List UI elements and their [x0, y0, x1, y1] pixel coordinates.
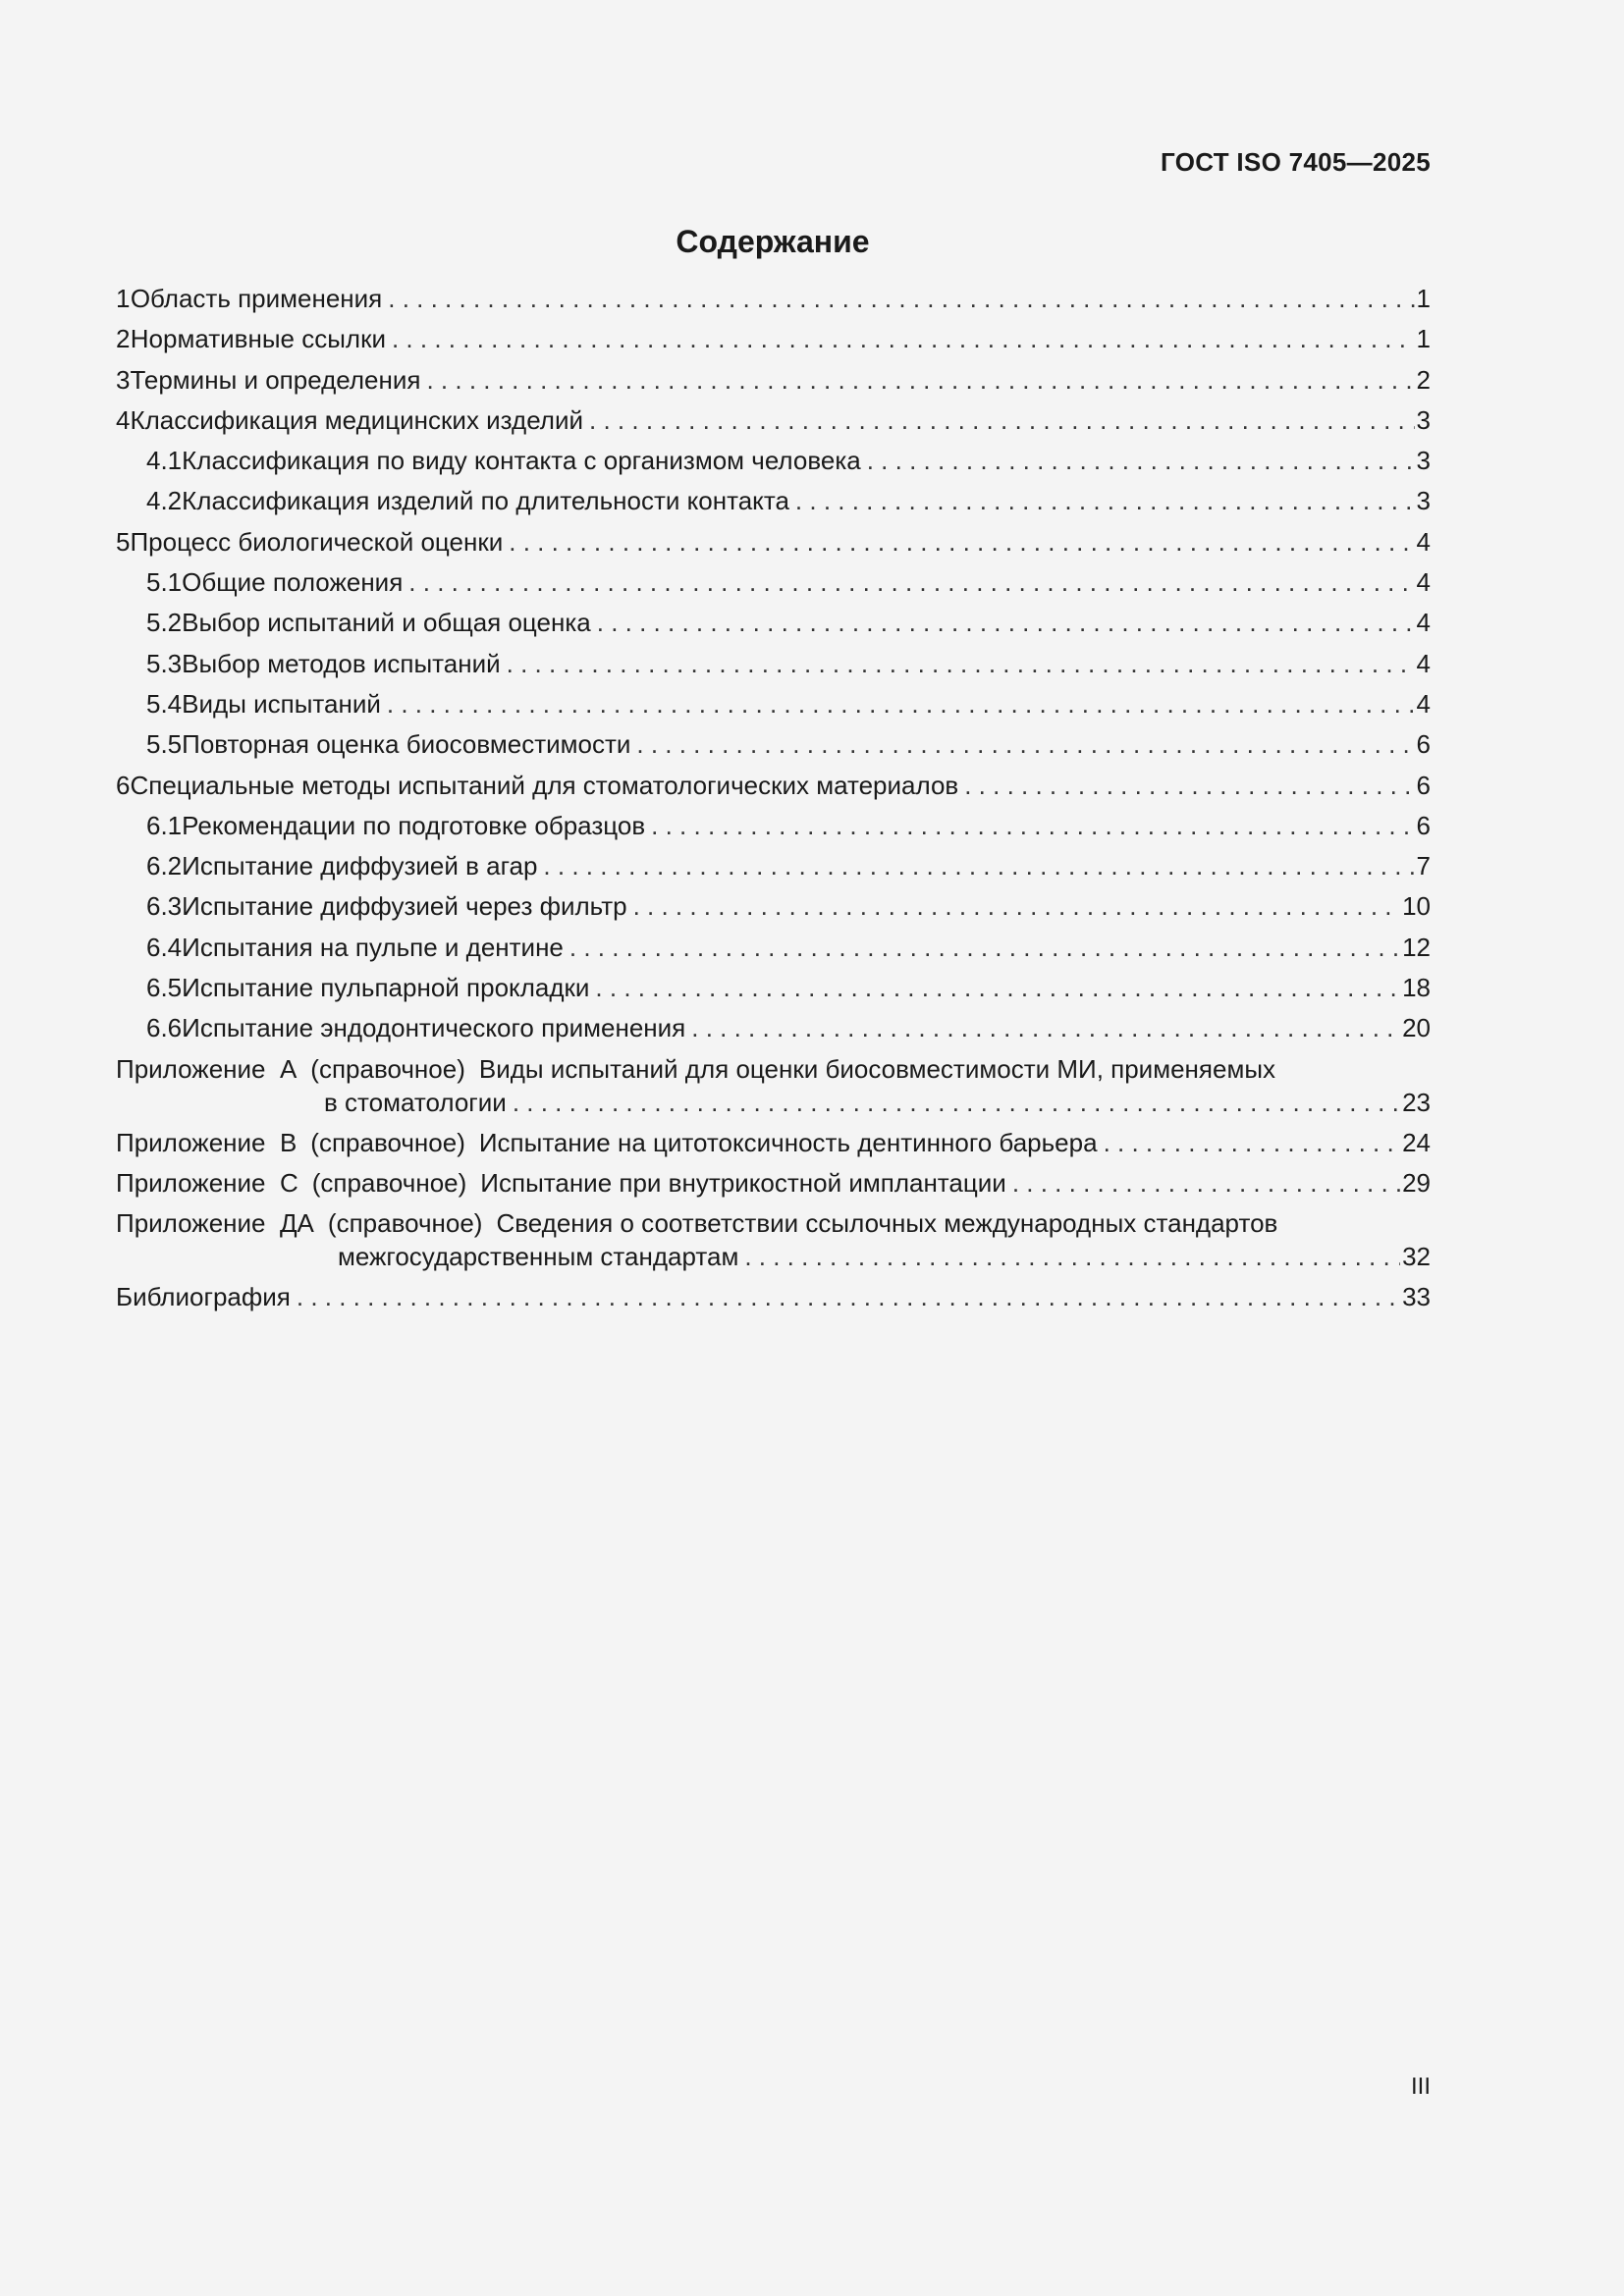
dot-leader: [388, 283, 1414, 314]
dot-leader: [633, 890, 1401, 922]
dot-leader: [408, 566, 1414, 598]
dot-leader: [867, 445, 1415, 476]
dot-leader: [387, 688, 1415, 720]
appendix-label: Приложение В: [116, 1127, 298, 1157]
toc-entry-page: 1: [1416, 284, 1431, 313]
appendix-title: Испытание на цитотоксичность дентинного барьера: [478, 1127, 1098, 1157]
dot-leader: [507, 648, 1415, 679]
toc-entry[interactable]: [116, 364, 1431, 404]
toc-entry-number: 3: [116, 364, 131, 395]
toc-subentry[interactable]: [116, 890, 1431, 931]
appendix-page: 32: [1402, 1242, 1431, 1272]
dot-leader: [691, 1012, 1400, 1043]
toc-entry-page: 4: [1416, 526, 1431, 557]
appendix-title-continued: в стоматологии: [324, 1087, 507, 1117]
toc-entry-title: Классификация по виду контакта с организмом человека: [182, 446, 861, 476]
dot-leader: [569, 932, 1400, 963]
bibliography-page: 33: [1402, 1282, 1431, 1312]
toc-entry-title: Виды испытаний: [182, 688, 381, 719]
table-of-contents: [116, 283, 1431, 1322]
toc-entry-title: Рекомендации по подготовке образцов: [182, 810, 646, 840]
toc-entry-number: 5.5: [146, 729, 183, 760]
toc-entry-title: Нормативные ссылки: [130, 324, 386, 354]
toc-entry-number: 5.1: [146, 567, 183, 598]
appendix-title: Сведения о соответствии ссылочных международных стандартов: [496, 1208, 1278, 1239]
toc-entry-number: 5.2: [146, 608, 183, 638]
appendix-type: (справочное): [310, 1053, 465, 1084]
toc-entry-title: Процесс биологической оценки: [130, 526, 504, 557]
toc-entry-number: 6.4: [146, 932, 183, 962]
appendix-label: Приложение ДА: [116, 1208, 314, 1239]
appendix-entry[interactable]: [116, 1207, 1431, 1281]
toc-entry-page: 6: [1416, 770, 1431, 800]
toc-entry-page: 2: [1416, 364, 1431, 395]
toc-subentry[interactable]: [116, 445, 1431, 485]
toc-entry-page: 3: [1416, 446, 1431, 476]
toc-entry[interactable]: [116, 323, 1431, 363]
toc-entry-number: 6: [116, 770, 131, 800]
toc-entry-number: 1: [116, 284, 131, 313]
toc-entry-title: Область применения: [130, 284, 383, 313]
dot-leader: [744, 1241, 1400, 1272]
toc-entry-page: 7: [1416, 851, 1431, 881]
appendix-label: Приложение А: [116, 1053, 298, 1084]
appendix-page: 23: [1402, 1087, 1431, 1117]
bibliography-entry[interactable]: [116, 1281, 1431, 1321]
dot-leader: [1104, 1127, 1401, 1158]
toc-subentry[interactable]: [116, 607, 1431, 647]
toc-subentry[interactable]: [116, 648, 1431, 688]
dot-leader: [589, 404, 1415, 436]
appendix-entry[interactable]: [116, 1167, 1431, 1207]
dot-leader: [392, 323, 1415, 354]
toc-entry-title: Классификация изделий по длительности контакта: [182, 486, 789, 516]
toc-subentry[interactable]: [116, 566, 1431, 607]
toc-entry-title: Общие положения: [182, 567, 404, 598]
toc-entry-title: Испытание эндодонтического применения: [182, 1013, 686, 1043]
dot-leader: [513, 1087, 1400, 1118]
appendix-type: (справочное): [310, 1127, 465, 1157]
toc-entry-title: Термины и определения: [130, 364, 421, 395]
dot-leader: [509, 526, 1414, 558]
dot-leader: [426, 364, 1414, 396]
toc-entry[interactable]: [116, 526, 1431, 566]
toc-entry-page: 4: [1416, 688, 1431, 719]
toc-subentry[interactable]: [116, 688, 1431, 728]
toc-entry-number: 4: [116, 404, 131, 435]
toc-entry-title: Выбор методов испытаний: [182, 648, 501, 678]
appendix-page: 29: [1402, 1167, 1431, 1198]
toc-entry[interactable]: [116, 283, 1431, 323]
toc-subentry[interactable]: [116, 850, 1431, 890]
appendix-label: Приложение С: [116, 1167, 298, 1198]
dot-leader: [297, 1281, 1400, 1312]
toc-entry-title: Повторная оценка биосовместимости: [182, 729, 631, 760]
toc-entry-page: 6: [1416, 729, 1431, 760]
toc-entry-page: 6: [1416, 810, 1431, 840]
appendix-type: (справочное): [311, 1167, 467, 1198]
bibliography-title: Библиография: [116, 1282, 291, 1312]
toc-entry-title: Испытание диффузией в агар: [182, 851, 538, 881]
appendix-title: Испытание при внутрикостной имплантации: [480, 1167, 1006, 1198]
toc-subentry[interactable]: [116, 810, 1431, 850]
toc-entry-page: 18: [1402, 973, 1431, 1003]
toc-entry-page: 3: [1416, 486, 1431, 516]
toc-entry-number: 5: [116, 526, 131, 557]
toc-subentry[interactable]: [116, 932, 1431, 972]
page-number: III: [1410, 2073, 1431, 2100]
toc-subentry[interactable]: [116, 485, 1431, 525]
toc-entry-number: 6.1: [146, 810, 183, 840]
toc-entry-page: 1: [1416, 324, 1431, 354]
dot-leader: [651, 810, 1414, 841]
toc-entry[interactable]: [116, 404, 1431, 445]
appendix-entry[interactable]: [116, 1127, 1431, 1167]
toc-entry-page: 12: [1402, 932, 1431, 962]
toc-entry-page: 4: [1416, 608, 1431, 638]
toc-entry[interactable]: [116, 770, 1431, 810]
dot-leader: [543, 850, 1414, 881]
toc-entry-title: Испытания на пульпе и дентине: [182, 932, 564, 962]
toc-entry-page: 10: [1402, 891, 1431, 922]
toc-entry-page: 3: [1416, 404, 1431, 435]
toc-entry-title: Испытание пульпарной прокладки: [182, 973, 590, 1003]
toc-entry-number: 6.2: [146, 851, 183, 881]
toc-entry-title: Выбор испытаний и общая оценка: [182, 608, 591, 638]
toc-entry-number: 6.5: [146, 973, 183, 1003]
toc-entry-number: 2: [116, 324, 131, 354]
toc-entry-title: Испытание диффузией через фильтр: [182, 891, 627, 922]
toc-subentry[interactable]: [116, 972, 1431, 1012]
document-code: ГОСТ ISO 7405—2025: [1161, 147, 1431, 177]
dot-leader: [1012, 1167, 1400, 1199]
toc-entry-number: 5.4: [146, 688, 183, 719]
dot-leader: [597, 607, 1415, 638]
toc-entry-title: Классификация медицинских изделий: [130, 404, 584, 435]
toc-entry-number: 6.6: [146, 1013, 183, 1043]
toc-entry-title: Специальные методы испытаний для стоматологических материалов: [130, 770, 959, 800]
appendix-page: 24: [1402, 1127, 1431, 1157]
dot-leader: [636, 728, 1414, 760]
toc-entry-page: 4: [1416, 648, 1431, 678]
toc-entry-number: 6.3: [146, 891, 183, 922]
appendix-title-continued: межгосударственным стандартам: [338, 1242, 739, 1272]
toc-entry-number: 4.2: [146, 486, 183, 516]
appendix-entry[interactable]: [116, 1053, 1431, 1127]
dot-leader: [595, 972, 1400, 1003]
toc-entry-page: 4: [1416, 567, 1431, 598]
dot-leader: [795, 485, 1415, 516]
toc-subentry[interactable]: [116, 728, 1431, 769]
appendix-title: Виды испытаний для оценки биосовместимости МИ, применяемых: [478, 1053, 1276, 1084]
toc-entry-number: 4.1: [146, 446, 183, 476]
toc-entry-page: 20: [1402, 1013, 1431, 1043]
toc-entry-number: 5.3: [146, 648, 183, 678]
appendix-type: (справочное): [327, 1208, 483, 1239]
toc-title: Содержание: [676, 224, 870, 259]
toc-subentry[interactable]: [116, 1012, 1431, 1052]
dot-leader: [964, 770, 1414, 801]
